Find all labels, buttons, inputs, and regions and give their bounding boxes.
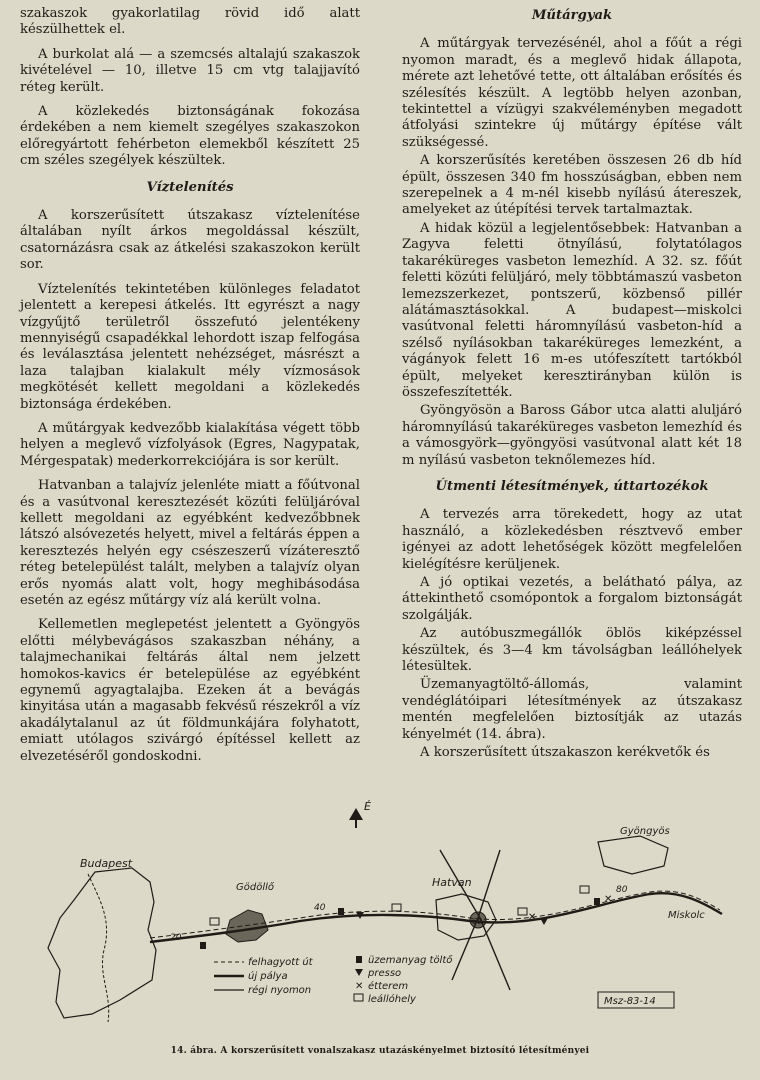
paragraph: A tervezés arra törekedett, hogy az utat használó, a közlekedésben résztvevő ember igényei az adott lehetőségek között megfelelően kielégítésre kerüljenek. bbox=[402, 507, 742, 572]
restaurant-icon bbox=[604, 894, 612, 905]
left-column bbox=[20, 6, 360, 773]
restaurant-icon: ✕ bbox=[355, 981, 364, 992]
place-gyongyos: Gyöngyös bbox=[620, 826, 670, 837]
svg-text:✕: ✕ bbox=[604, 894, 613, 905]
km-marker: 80 bbox=[616, 885, 628, 895]
layby-icon bbox=[392, 904, 401, 911]
paragraph: A burkolat alá — a szemcsés altalajú szakaszok kivételével — 10, illetve 15 cm vtg talajjavító réteg került. bbox=[20, 46, 360, 95]
paragraph: A műtárgyak tervezésénél, ahol a főút a régi nyomon maradt, és a meglevő hidak állapota, mérete azt lehetővé tette, ott általában erősítés és szélesítés készült. A legtöbb helyen azonban, tekintettel a vízügyi szakvéleményben megadott átfolyási szintekre új műtárgy építése vált szükségessé. bbox=[402, 36, 742, 150]
paragraph: Hatvanban a talajvíz jelenléte miatt a főútvonal és a vasútvonal keresztezését közúti felüljáróval kellett megoldani az egyébként kedvezőbbnek látszó alsóvezetés helyett, mivel a feltárás éppen a keresztezés helyén egy csészeszerű vízáteresztő réteg betelepülést talált, melyben a talajvíz olyan erős nyomás alatt volt, hogy meghibásodása esetén az egész műtárgy víz alá került volna. bbox=[20, 478, 360, 608]
section-heading: Útmenti létesítmények, úttartozékok bbox=[435, 478, 709, 494]
fuel-station-icon bbox=[200, 942, 206, 949]
legend-presso: presso bbox=[368, 968, 402, 979]
place-godollo: Gödöllő bbox=[236, 882, 275, 893]
presso-icon bbox=[355, 969, 363, 976]
paragraph: A műtárgyak kedvezőbb kialakítása végett több helyen a meglevő vízfolyások (Egres, Nagypatak, Mérgespatak) mederkorrekciójára is sor került. bbox=[20, 420, 360, 469]
paragraph: A korszerűsített útszakasz víztelenítése általában nyílt árkos megoldással készült, csatornázásra csak az átkelési szakaszokon került sor. bbox=[20, 208, 360, 273]
paragraph: Üzemanyagtöltő-állomás, valamint vendéglátóipari létesítmények az útszakasz mentén megfelelően biztosítják az utazás kényelmét (14. ábra). bbox=[402, 677, 742, 742]
layby-icon bbox=[210, 918, 219, 925]
paragraph: Az autóbuszmegállók öblös kiképzéssel készültek, és 3—4 km távolságban leállóhelyek létesültek. bbox=[402, 626, 742, 675]
svg-text:✕: ✕ bbox=[528, 912, 537, 923]
legend-layby: leállóhely bbox=[368, 994, 416, 1005]
legend bbox=[214, 954, 453, 1005]
place-budapest: Budapest bbox=[80, 857, 133, 870]
budapest-outline bbox=[48, 868, 156, 1018]
legend-fuel: üzemanyag töltő bbox=[368, 955, 453, 966]
restaurant-icon bbox=[528, 912, 536, 923]
paragraph: szakaszok gyakorlatilag rövid idő alatt készülhettek el. bbox=[20, 6, 360, 38]
north-arrow-icon bbox=[349, 808, 363, 828]
godollo-outline bbox=[226, 910, 268, 942]
legend-new: új pálya bbox=[248, 971, 288, 982]
place-hatvan: Hatvan bbox=[432, 876, 472, 889]
fuel-station-icon bbox=[356, 956, 362, 963]
paragraph: A hidak közül a legjelentősebbek: Hatvanban a Zagyva feletti ötnyílású, folytatólagos takaréküreges vasbeton lemezhíd. A 32. sz. főút feletti közúti felüljáró, mely többtámaszú vasbeton lemezszerkezet, pontszerű, közbenső pillér alátámasztásokkal. A budapest—miskolci vasútvonal feletti háromnyílású vasbeton-híd a szélső nyílásokban takaréküreges lemezként, a vágányok felett 16 m-es utófeszített tartókból épült, melyeket keresztirányban külön is összefeszítették. bbox=[402, 220, 742, 400]
figure-caption: 14. ábra. A korszerűsített vonalszakasz utazáskényelmet biztosító létesítményei bbox=[170, 1046, 590, 1056]
paragraph: A korszerűsítés keretében összesen 26 db híd épült, összesen 340 fm hosszúságban, ebben nem szerepelnek a 4 m-nél kisebb nyílású átereszek, amelyeket az útépítési tervek tartalmaztak. bbox=[402, 153, 742, 218]
layby-icon bbox=[354, 994, 363, 1001]
paragraph: Kellemetlen meglepetést jelentett a Gyöngyös előtti mélybevágásos szakaszban néhány, a talajmechanikai feltárás által nem jelzett homokos-kavics ér betelepülése az egyébként egynemű agyagtalajba. Ezeken át a bevágás kinyitása után a magasabb fekvésű részekről a víz akadálytalanul az út földmunkájára folyhatott, emiatt utólagos szivárgó építéssel kellett az elvezetéséről gondoskodni. bbox=[20, 617, 360, 764]
legend-old: régi nyomon bbox=[248, 985, 312, 996]
figure-code: Msz-83-14 bbox=[604, 996, 656, 1007]
right-column bbox=[402, 6, 742, 763]
km-marker: 60 bbox=[472, 917, 483, 926]
paragraph: Víztelenítés tekintetében különleges feladatot jelentett a kerepesi átkelés. Itt egyrészt a nagy vízgyűjtő területről összefutó jelentékeny mennyiségű csapadékkal lehordott iszap felfogása és leválasztása jelentett nehézséget, másrészt a laza talajban kialakult mély vízmosások megkötését kellett megoldani a közlekedés biztonsága érdekében. bbox=[20, 281, 360, 412]
fuel-station-icon bbox=[594, 898, 600, 905]
layby-icon bbox=[518, 908, 527, 915]
paragraph: Gyöngyösön a Baross Gábor utca alatti aluljáró háromnyílású takaréküreges vasbeton lemezhíd és a vámosgyörk—gyöngyösi vasútvonal alatt két 18 m nyílású vasbeton teknőlemezes híd. bbox=[402, 403, 742, 468]
fuel-station-icon bbox=[338, 908, 344, 915]
paragraph: A korszerűsített útszakaszon kerékvetők és bbox=[420, 745, 710, 761]
paragraph: A jó optikai vezetés, a belátható pálya, az áttekinthető csomópontok a forgalom biztonságát szolgálják. bbox=[402, 575, 742, 623]
section-heading: Műtárgyak bbox=[531, 8, 613, 23]
gyongyos-outline bbox=[598, 836, 668, 874]
place-miskolc: Miskolc bbox=[668, 910, 705, 921]
paragraph: A közlekedés biztonságának fokozása érdekében a nem kiemelt szegélyes szakaszokon előregyártott fehérbeton elemekből készített 25 cm széles szegélyek készültek. bbox=[20, 104, 360, 169]
km-marker: 40 bbox=[314, 903, 326, 913]
route-map bbox=[0, 790, 760, 1040]
layby-icon bbox=[580, 886, 589, 893]
section-heading: Víztelenítés bbox=[146, 179, 234, 195]
km-marker: 20 bbox=[170, 933, 182, 943]
legend-abandoned: felhagyott út bbox=[248, 957, 313, 968]
presso-icon bbox=[540, 918, 548, 925]
north-label: É bbox=[364, 800, 371, 813]
legend-restaurant: étterem bbox=[368, 981, 409, 992]
river-danube bbox=[88, 874, 109, 1022]
